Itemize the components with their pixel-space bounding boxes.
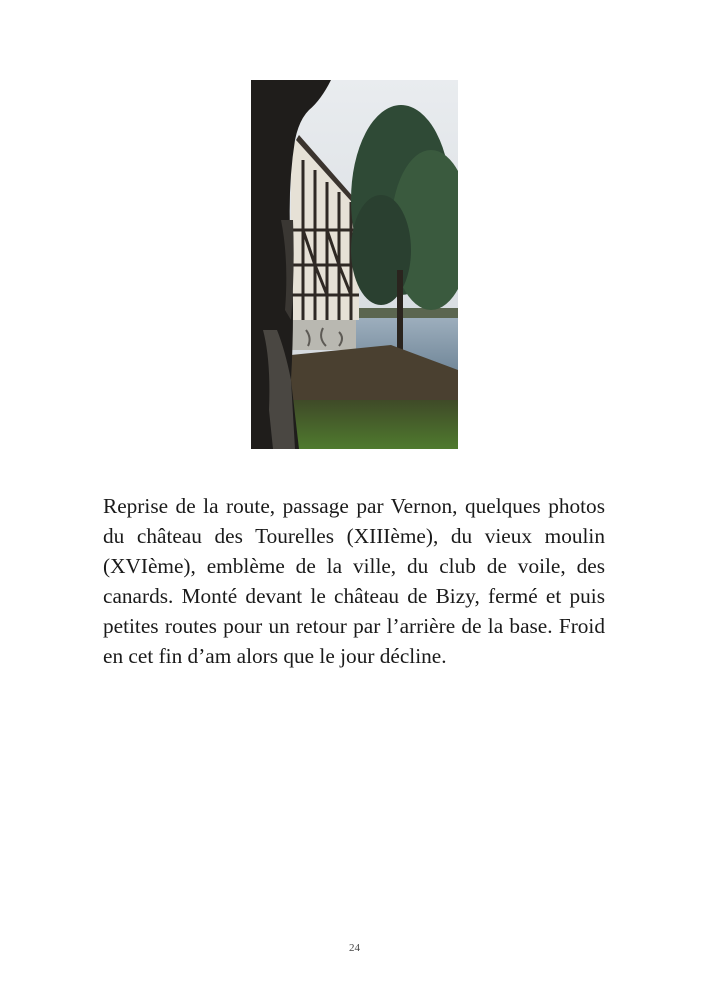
photo-old-mill — [251, 80, 458, 449]
body-paragraph: Reprise de la route, passage par Vernon, quelques photos du château des Tourelles (XIIIème), du vieux moulin (XVIème), emblème de la ville, du club de voile, des canards. Monté devant le château de Bizy, fermé et puis petites routes pour un retour par l’arrière de la base. Froid en cet fin d’am alors que le jour décline. — [103, 494, 605, 668]
page-number: 24 — [349, 942, 360, 954]
photo-illustration — [251, 80, 458, 449]
